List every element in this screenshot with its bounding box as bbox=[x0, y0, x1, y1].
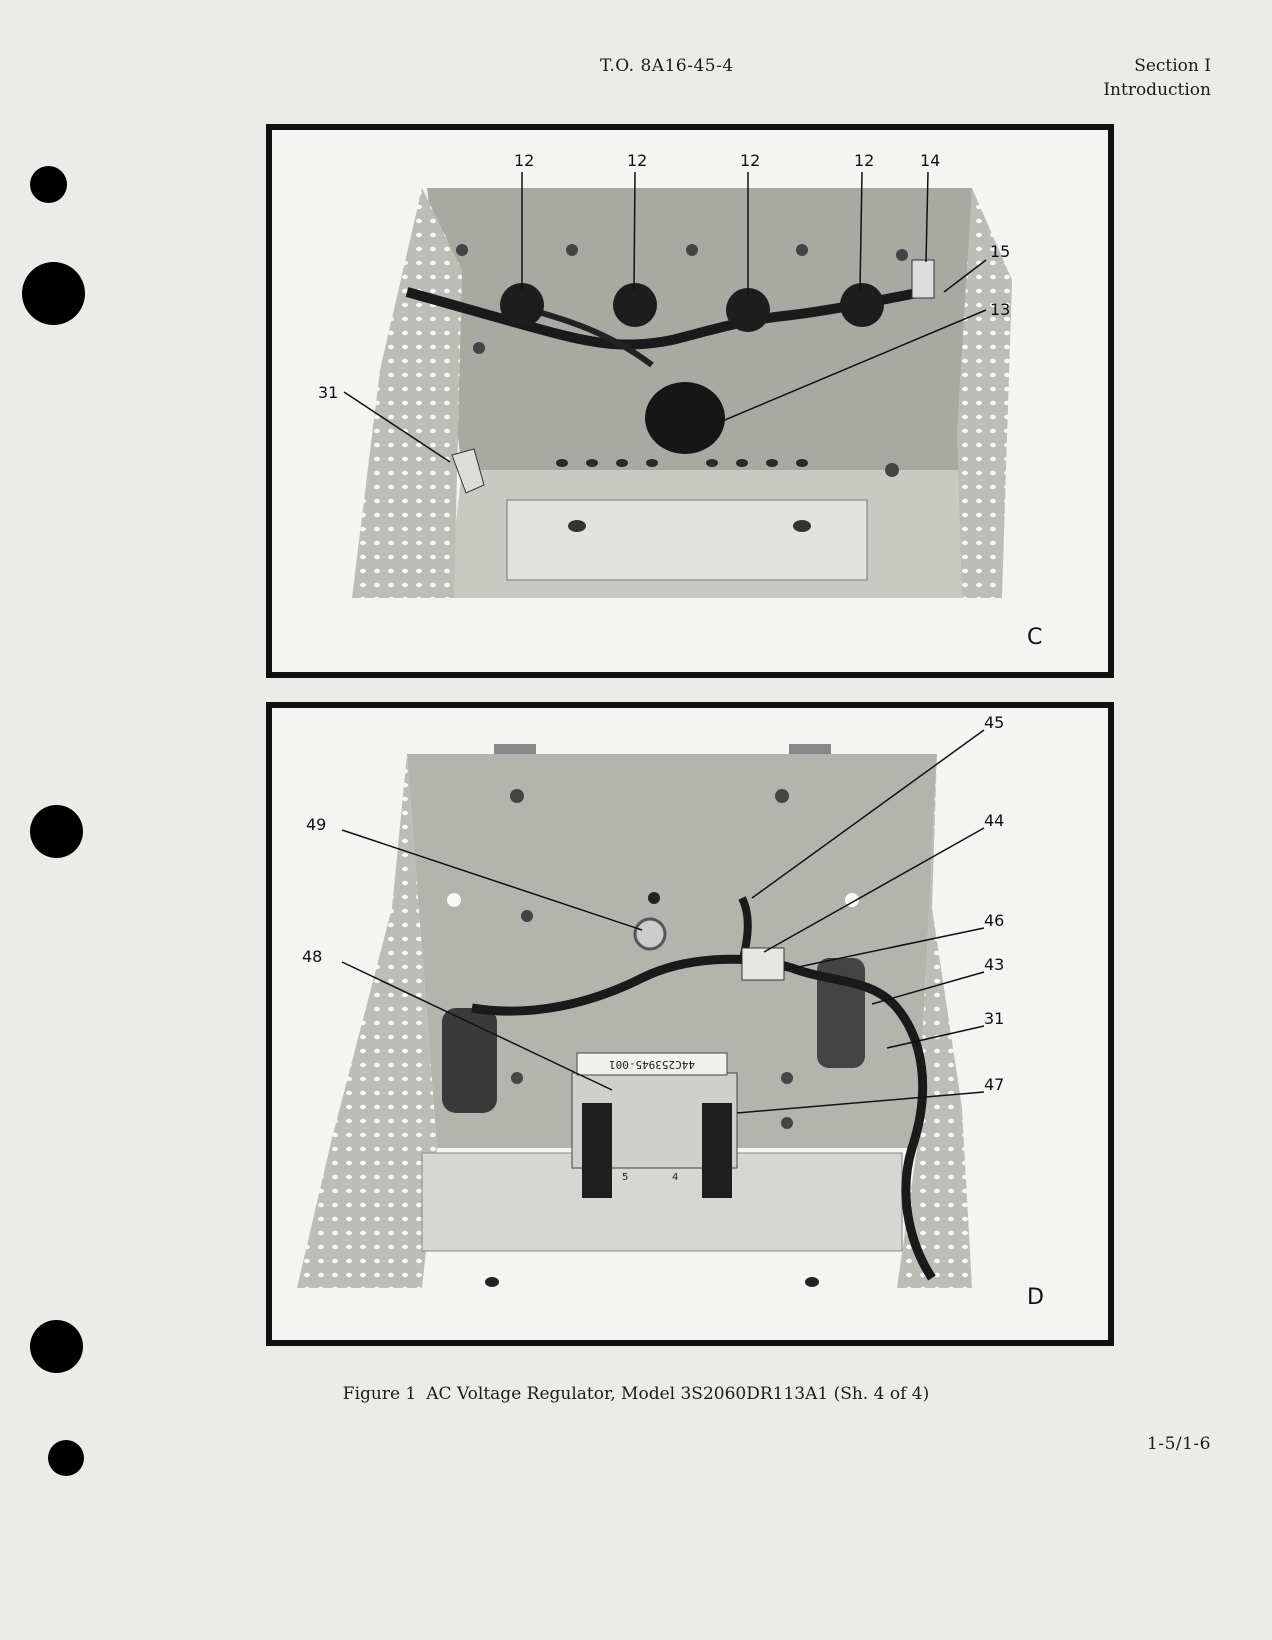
callout-label: 12 bbox=[854, 151, 875, 170]
callout-label: 12 bbox=[627, 151, 648, 170]
terminal-number: 4 bbox=[672, 1172, 679, 1183]
capacitor bbox=[645, 382, 725, 454]
callout-label: 14 bbox=[920, 151, 941, 170]
binder-hole bbox=[22, 262, 85, 325]
callout-label: 49 bbox=[306, 815, 327, 834]
callout-label: 48 bbox=[302, 947, 323, 966]
callout-label: 46 bbox=[984, 911, 1005, 930]
callout-label: 43 bbox=[984, 955, 1005, 974]
callout-label: 31 bbox=[318, 383, 339, 402]
grommet bbox=[635, 919, 665, 949]
binder-hole bbox=[30, 1320, 83, 1373]
figure-number: Figure 1 bbox=[342, 1384, 417, 1404]
panel-letter: C bbox=[1027, 625, 1043, 650]
panel-letter: D bbox=[1027, 1285, 1044, 1310]
figure-caption bbox=[0, 1384, 1272, 1404]
photo-panel-c bbox=[266, 124, 1114, 678]
callout-label: 12 bbox=[514, 151, 535, 170]
binder-hole bbox=[30, 166, 67, 203]
section-title: Section I bbox=[1134, 56, 1211, 76]
terminal-board bbox=[742, 948, 784, 980]
callout-label: 47 bbox=[984, 1075, 1005, 1094]
mounting-bracket bbox=[507, 500, 867, 580]
photo-panel-d bbox=[266, 702, 1114, 1346]
callout-label: 45 bbox=[984, 713, 1005, 732]
document-number: T.O. 8A16-45-4 bbox=[600, 56, 734, 76]
callout-label: 15 bbox=[990, 242, 1011, 261]
callout-label: 12 bbox=[740, 151, 761, 170]
terminal-block bbox=[912, 260, 934, 298]
section-subtitle: Introduction bbox=[1103, 80, 1211, 100]
figure-title: AC Voltage Regulator, Model 3S2060DR113A1 (Sh. 4 of 4) bbox=[426, 1384, 930, 1404]
binder-hole bbox=[30, 805, 83, 858]
transformer-marking: 44C253945-001 bbox=[608, 1058, 696, 1071]
capacitor-left bbox=[442, 1008, 497, 1113]
callout-label: 44 bbox=[984, 811, 1005, 830]
terminal-number: 5 bbox=[622, 1172, 629, 1183]
binder-hole bbox=[48, 1440, 84, 1476]
chassis-photo-d bbox=[272, 708, 1108, 1340]
page-number: 1-5/1-6 bbox=[1147, 1434, 1211, 1454]
callout-label: 13 bbox=[990, 300, 1011, 319]
callout-label: 31 bbox=[984, 1009, 1005, 1028]
chassis-photo-c bbox=[272, 130, 1108, 672]
